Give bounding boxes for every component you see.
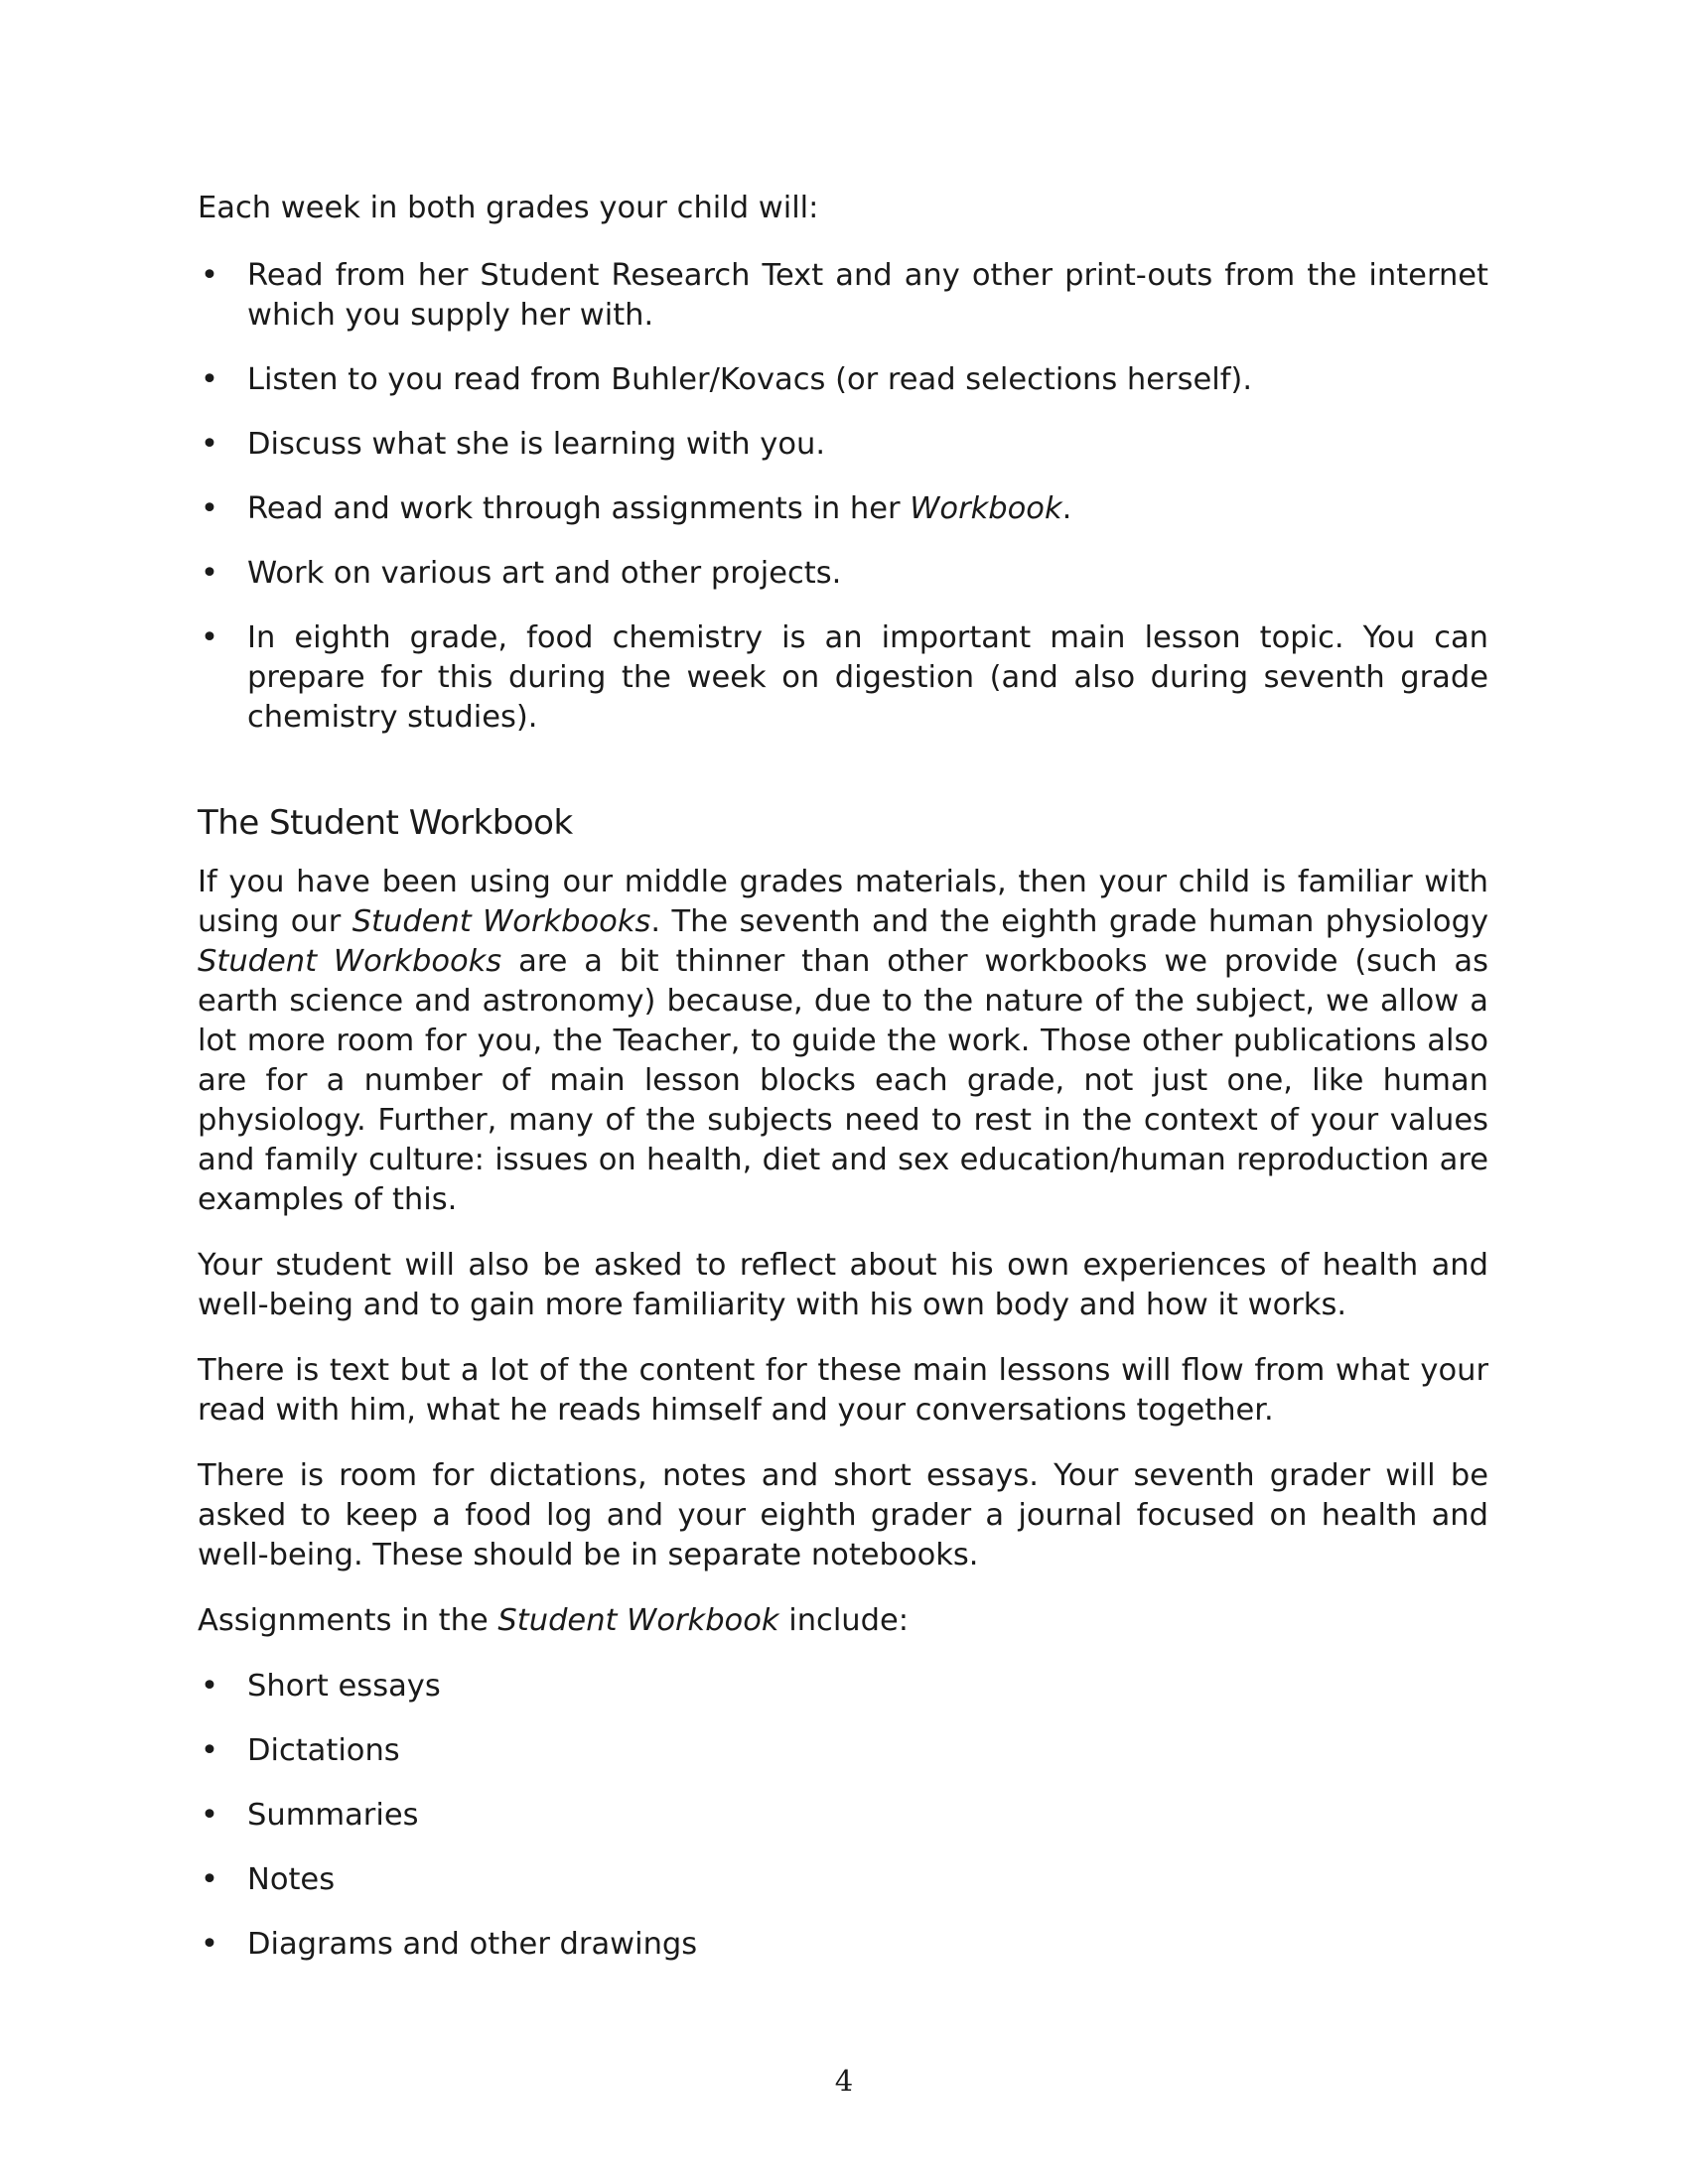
list-item — [198, 1925, 1488, 1965]
list-item-text: Work on various art and other projects. — [247, 556, 842, 591]
list-item-text: Short essays — [247, 1669, 441, 1704]
page-body — [198, 189, 1488, 1965]
list-item-text: Listen to you read from Buhler/Kovacs (or read selections herself). — [247, 362, 1253, 397]
reflection-paragraph: Your student will also be asked to reflect about his own experiences of health and well-being and to gain more familiarity with his own body and how it works. — [198, 1248, 1488, 1322]
list-item-text: Summaries — [247, 1798, 419, 1833]
intro-text: Each week in both grades your child will: — [198, 191, 819, 225]
list-item-text: Read from her Student Research Text and any other print-outs from the internet which you supply her with. — [247, 258, 1488, 333]
list-item — [198, 489, 1488, 529]
content-paragraph: There is text but a lot of the content for these main lessons will flow from what your read with him, what he reads himself and your conversations together. — [198, 1353, 1488, 1428]
list-item-text: Discuss what she is learning with you. — [247, 427, 826, 462]
list-item — [198, 1667, 1488, 1706]
list-item — [198, 256, 1488, 336]
bullet-icon: • — [201, 1927, 218, 1962]
paragraph-text: are a bit thinner than other workbooks we provide (such as earth science and astronomy) because, due to the nature of the subject, we allow a lot more room for you, the Teacher, to guide the work. Those other publications also are for a number of main lesson blocks each grade, not just one, like human physiology. Further, many of the subjects need to rest in the context of your values and family culture: issues on health, diet and sex education/human reproduction are examples of this. — [198, 944, 1489, 1217]
workbook-paragraph — [198, 863, 1488, 1220]
list-item-text-end: . — [1061, 491, 1072, 526]
list-item — [198, 554, 1488, 594]
student-workbooks-title: Student Workbooks — [198, 944, 502, 979]
list-item — [198, 1860, 1488, 1900]
paragraph-text: . The seventh and the eighth grade human physiology — [650, 904, 1488, 939]
list-item — [198, 360, 1488, 400]
assignments-intro — [198, 1601, 1488, 1641]
list-item — [198, 425, 1488, 465]
workbook-title: Workbook — [910, 491, 1062, 526]
bullet-icon: • — [201, 1798, 218, 1833]
assignments-list — [198, 1667, 1488, 1965]
section-heading: The Student Workbook — [198, 803, 573, 843]
page-number: 4 — [834, 2064, 854, 2098]
bullet-icon: • — [201, 1862, 218, 1897]
list-item-text: In eighth grade, food chemistry is an important main lesson topic. You can prepare for this during the week on digestion (and also during seventh grade chemistry studies). — [247, 620, 1488, 735]
bullet-icon: • — [201, 258, 218, 293]
list-item — [198, 618, 1488, 738]
weekly-activities-list — [198, 256, 1488, 738]
list-item-text: Notes — [247, 1862, 336, 1897]
bullet-icon: • — [201, 491, 218, 526]
list-item — [198, 1731, 1488, 1771]
paragraph-text: include: — [778, 1603, 910, 1638]
bullet-icon: • — [201, 362, 218, 397]
bullet-icon: • — [201, 556, 218, 591]
student-workbooks-title: Student Workbooks — [352, 904, 651, 939]
list-item-text: Read and work through assignments in her — [247, 491, 911, 526]
list-item-text: Diagrams and other drawings — [247, 1927, 698, 1962]
list-item — [198, 1796, 1488, 1836]
paragraph-text: If you have been using our middle grades materials, then your child is familiar with using our — [198, 865, 1488, 939]
list-item-text: Dictations — [247, 1733, 400, 1768]
student-workbook-title: Student Workbook — [497, 1603, 779, 1638]
dictations-paragraph: There is room for dictations, notes and short essays. Your seventh grader will be asked to keep a food log and your eighth grader a journal focused on health and well-being. These should be in separate notebooks. — [198, 1458, 1488, 1572]
bullet-icon: • — [201, 1733, 218, 1768]
bullet-icon: • — [201, 1669, 218, 1704]
paragraph-text: Assignments in the — [198, 1603, 498, 1638]
bullet-icon: • — [201, 427, 218, 462]
bullet-icon: • — [201, 620, 218, 655]
